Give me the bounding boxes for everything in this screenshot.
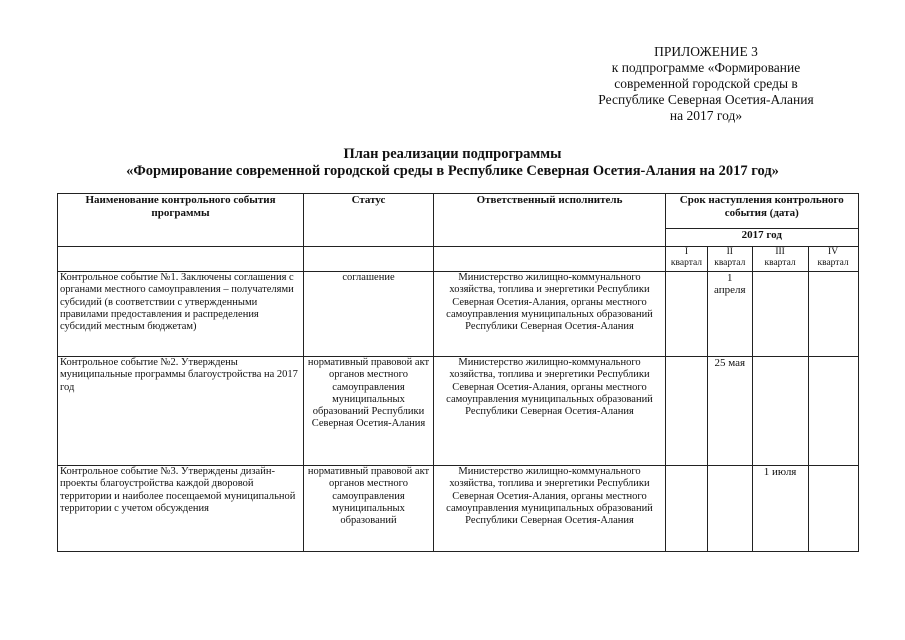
event-status: нормативный правовой акт органов местного самоуправления муниципальных образований Республики Северная Осетия-Алания (304, 357, 434, 466)
event-name: Контрольное событие №2. Утверждены муниципальные программы благоустройства на 2017 год (58, 357, 304, 466)
appendix-header (560, 44, 852, 124)
table-row (58, 466, 859, 552)
date-q3 (752, 272, 808, 357)
header-quarter-4 (808, 247, 858, 272)
date-q2 (708, 466, 753, 552)
date-q4 (808, 357, 858, 466)
event-executor: Министерство жилищно-коммунального хозяйства, топлива и энергетики Республики Северная Осетия-Алания, органы местного самоуправления муниципальных образований Республики Северная Осетия-Алания (434, 357, 666, 466)
date-q1 (666, 357, 708, 466)
event-name: Контрольное событие №3. Утверждены дизайн-проекты благоустройства каждой дворовой территории и наиболее посещаемой муниципальной территории с учетом обсуждения (58, 466, 304, 552)
quarter-label: квартал (817, 257, 849, 268)
title-line-1: План реализации подпрограммы (343, 146, 562, 162)
quarter-num: III (775, 247, 785, 257)
empty-cell (434, 247, 666, 272)
title-line-2: «Формирование современной городской среды в Республике Северная Осетия-Алания на 2017 год» (126, 163, 779, 179)
date-q1 (666, 466, 708, 552)
quarter-num: II (726, 247, 733, 257)
date-q4 (808, 466, 858, 552)
event-name: Контрольное событие №1. Заключены соглашения с органами местного самоуправления – получателями субсидий (в соответствии с утвержденными правилами предоставления и распределения субсидий местным бюджетам) (58, 272, 304, 357)
empty-cell (304, 247, 434, 272)
event-executor: Министерство жилищно-коммунального хозяйства, топлива и энергетики Республики Северная Осетия-Алания, органы местного самоуправления муниципальных образований Республики Северная Осетия-Алания (434, 466, 666, 552)
header-executor: Ответственный исполнитель (434, 194, 666, 247)
event-status: нормативный правовой акт органов местного самоуправления муниципальных образований (304, 466, 434, 552)
header-quarter-3 (752, 247, 808, 272)
date-q2: 25 мая (708, 357, 753, 466)
quarter-label: квартал (670, 257, 703, 268)
date-q3: 1 июля (752, 466, 808, 552)
quarter-label: квартал (714, 257, 746, 268)
quarter-num: IV (828, 247, 839, 257)
quarter-num: I (684, 247, 689, 257)
header-deadline: Срок наступления контрольного события (дата) (666, 194, 859, 229)
header-status: Статус (304, 194, 434, 247)
appendix-line: на 2017 год» (669, 108, 743, 123)
plan-table (57, 193, 859, 552)
date-q3 (752, 357, 808, 466)
header-name: Наименование контрольного события программы (58, 194, 304, 247)
empty-cell (58, 247, 304, 272)
header-quarter-1 (666, 247, 708, 272)
header-quarter-2 (708, 247, 753, 272)
appendix-line: к подпрограмме «Формирование (611, 60, 801, 75)
event-executor: Министерство жилищно-коммунального хозяйства, топлива и энергетики Республики Северная Осетия-Алания, органы местного самоуправления муниципальных образований Республики Северная Осетия-Алания (434, 272, 666, 357)
date-q1 (666, 272, 708, 357)
appendix-line: ПРИЛОЖЕНИЕ 3 (654, 44, 758, 59)
header-year: 2017 год (666, 229, 859, 247)
table-row (58, 272, 859, 357)
event-status: соглашение (304, 272, 434, 357)
document-title (40, 146, 865, 180)
table-row (58, 357, 859, 466)
date-q2: 1 апреля (708, 272, 753, 357)
appendix-line: Республике Северная Осетия-Алания (598, 92, 814, 107)
quarter-label: квартал (764, 257, 796, 268)
date-q4 (808, 272, 858, 357)
appendix-line: современной городской среды в (614, 76, 798, 91)
